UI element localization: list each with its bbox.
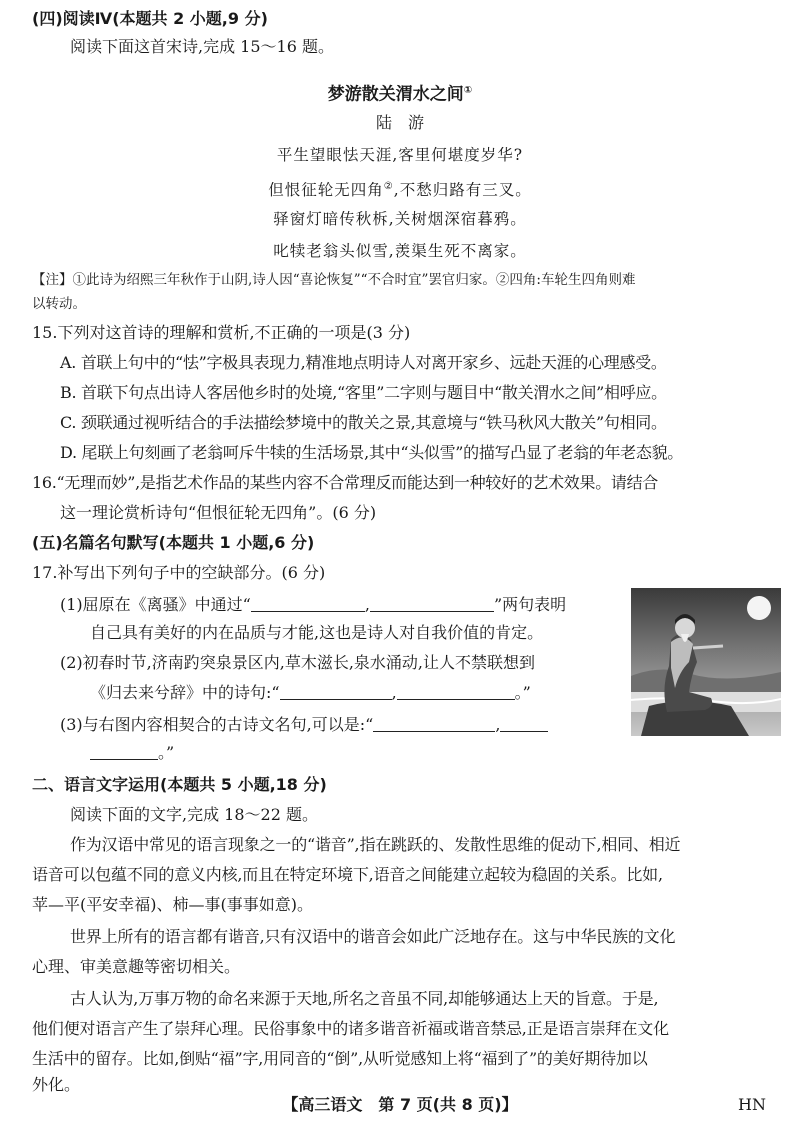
page-footer-code: HN [738, 1095, 766, 1114]
passage-p1-line-1: 作为汉语中常见的语言现象之一的“谐音”,指在跳跃的、发散性思维的促动下,相同、相近 [70, 835, 681, 854]
poem-line-1: 平生望眼怯天涯,客里何堪度岁华? [276, 146, 524, 164]
scholar-moon-illustration-svg [631, 588, 781, 736]
q17-item-3-comma: , [495, 715, 501, 734]
passage-p1-line-3: 苹—平(平安幸福)、柿—事(事事如意)。 [32, 895, 313, 914]
q17-blank-2[interactable] [370, 595, 494, 612]
q17-item-1-suffix: ”两句表明 [493, 595, 567, 614]
q17-item-2: (2)初春时节,济南趵突泉景区内,草木滋长,泉水涌动,让人不禁联想到 [60, 653, 536, 672]
poem-line-2a: 但恨征轮无四角 [268, 181, 384, 200]
q17-item-1-prefix: (1)屈原在《离骚》中通过“ [60, 595, 251, 614]
passage-p3-line-1: 古人认为,万事万物的命名来源于天地,所名之音虽不同,却能够通达上天的旨意。于是, [70, 989, 659, 1008]
poem-title [0, 80, 800, 106]
section4-instruction: 阅读下面这首宋诗,完成 15～16 题。 [70, 37, 334, 56]
poem-line-3: 驿窗灯暗传秋柝,关树烟深宿暮鸦。 [273, 210, 527, 228]
q17-item-3-continuation [90, 742, 174, 764]
passage-p2-line-2: 心理、审美意趣等密切相关。 [32, 957, 241, 976]
part2-instruction: 阅读下面的文字,完成 18～22 题。 [70, 805, 318, 824]
q17-item-1-comma: , [364, 595, 370, 614]
q17-item-2-continuation [90, 682, 531, 704]
q17-blank-1[interactable] [251, 595, 365, 612]
scholar-moon-illustration [631, 588, 781, 736]
poem-author: 陆 游 [375, 113, 424, 132]
q17-item-2-prefix: 《归去来兮辞》中的诗句:“ [90, 683, 280, 702]
q17-item-2-comma: , [391, 683, 397, 702]
page-footer-label: 【高三语文 第 7 页(共 8 页)】 [282, 1095, 518, 1114]
part2-heading: 二、语言文字运用(本题共 5 小题,18 分) [32, 775, 327, 794]
passage-p3-line-2: 他们便对语言产生了崇拜心理。民俗事象中的诸多谐音祈福或谐音禁忌,正是语言崇拜在文化 [32, 1019, 669, 1038]
poem-line-4: 叱犊老翁头似雪,羡渠生死不离家。 [273, 242, 527, 260]
poem-line-2b: ,不愁归路有三叉。 [393, 181, 532, 200]
poem-title-text: 梦游散关渭水之间 [327, 84, 464, 105]
q17-item-1 [60, 594, 566, 616]
q17-item-3 [60, 714, 548, 736]
q15-stem: 15.下列对这首诗的理解和赏析,不正确的一项是(3 分) [32, 323, 411, 342]
q17-stem: 17.补写出下列句子中的空缺部分。(6 分) [32, 563, 326, 582]
passage-p3-line-4: 外化。 [32, 1075, 81, 1094]
q15-option-d: D. 尾联上句刻画了老翁呵斥牛犊的生活场景,其中“头似雪”的描写凸显了老翁的年老态貌。 [60, 443, 683, 462]
section4-heading: (四)阅读Ⅳ(本题共 2 小题,9 分) [32, 9, 268, 28]
q16-line-1: 16.“无理而妙”,是指艺术作品的某些内容不合常理反而能达到一种较好的艺术效果。请结合 [32, 473, 658, 492]
q17-item-2-suffix: 。” [514, 683, 531, 702]
poem-note-line-2: 以转动。 [32, 296, 86, 312]
q16-line-2: 这一理论赏析诗句“但恨征轮无四角”。(6 分) [60, 503, 377, 522]
q17-item-1-continuation: 自己具有美好的内在品质与才能,这也是诗人对自我价值的肯定。 [90, 623, 544, 642]
poem-note-line-1: 【注】①此诗为绍熙三年秋作于山阴,诗人因“喜论恢复”“不合时宜”罢官归家。②四角:车轮生四角则难 [32, 272, 636, 288]
passage-p2-line-1: 世界上所有的语言都有谐音,只有汉语中的谐音会如此广泛地存在。这与中华民族的文化 [70, 927, 676, 946]
poem-line-2-note-mark: ② [383, 181, 394, 192]
section5-heading: (五)名篇名句默写(本题共 1 小题,6 分) [32, 533, 315, 552]
moon-icon [747, 596, 771, 620]
q17-blank-6a[interactable] [500, 715, 548, 732]
q17-blank-5[interactable] [373, 715, 495, 732]
q17-item-3-suffix: 。” [158, 743, 175, 762]
q17-item-3-prefix: (3)与右图内容相契合的古诗文名句,可以是:“ [60, 715, 374, 734]
q15-option-a: A. 首联上句中的“怯”字极具表现力,精准地点明诗人对离开家乡、远赴天涯的心理感受。 [60, 353, 667, 372]
poem-title-note-mark: ① [463, 85, 473, 96]
poem-line-2 [0, 176, 800, 201]
q17-blank-3[interactable] [280, 683, 392, 700]
passage-p3-line-3: 生活中的留存。比如,倒贴“福”字,用同音的“倒”,从听觉感知上将“福到了”的美好期待加以 [32, 1049, 648, 1068]
passage-p1-line-2: 语音可以包蕴不同的意义内核,而且在特定环境下,语音之间能建立起较为稳固的关系。比如, [32, 865, 663, 884]
q17-blank-6b[interactable] [90, 743, 158, 760]
q15-option-c: C. 颈联通过视听结合的手法描绘梦境中的散关之景,其意境与“铁马秋风大散关”句相同。 [60, 413, 667, 432]
q17-blank-4[interactable] [397, 683, 515, 700]
q15-option-b: B. 首联下句点出诗人客居他乡时的处境,“客里”二字则与题目中“散关渭水之间”相呼应。 [60, 383, 667, 402]
